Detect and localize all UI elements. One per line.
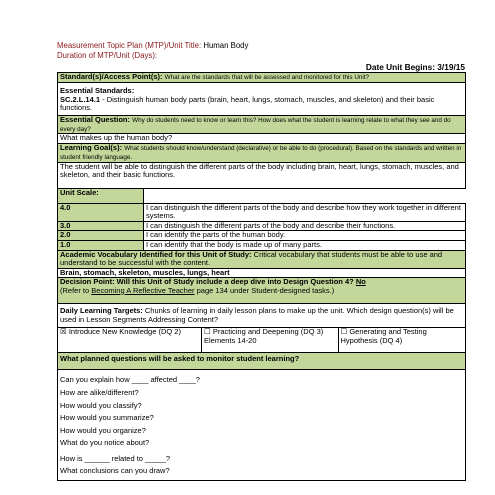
- learning-goals-row: [58, 144, 466, 162]
- decision-note-prefix: (Refer to: [60, 285, 92, 295]
- scale-text: I can distinguish the different parts of the body and describe their functions.: [144, 221, 466, 231]
- design-question-options-row: [58, 328, 466, 353]
- learning-goals-desc: What students should know/understand (declarative) or be able to do (procedural). Based on the standards and written in student friendly language.: [60, 145, 462, 161]
- standards-heading-desc: What are the standards that will be assessed and monitored for this Unit?: [164, 74, 370, 82]
- unit-scale-row: [58, 231, 466, 241]
- essential-question-label: Essential Question:: [60, 115, 131, 125]
- learning-goals-value-row: [58, 162, 466, 188]
- book-title: Becoming A Reflective Teacher: [91, 285, 195, 295]
- design-option[interactable]: [338, 328, 465, 352]
- scale-text: I can distinguish the different parts of the body and describe how they work together in different systems.: [144, 203, 466, 221]
- monitor-question: What conclusions can you draw?: [60, 466, 170, 476]
- design-option-label: Introduce New Knowledge (DQ 2): [68, 327, 181, 337]
- monitor-question: How would you classify?: [60, 400, 142, 410]
- unit-title-line: [57, 41, 465, 51]
- decision-point-label: Decision Point: Will this Unit of Study include a deep dive into Design Question 4?: [60, 277, 354, 287]
- vocabulary-value-row: [58, 268, 466, 278]
- daily-targets-desc: Chunks of learning in daily lesson plans to make up the unit. Which design question(s) will be used in Lesson Segments Addressing Content?: [60, 306, 454, 324]
- mtp-document: [57, 41, 465, 481]
- scale-level: 4.0: [58, 203, 144, 221]
- standard-text: - Distinguish human body parts (brain, heart, lungs, stomach, muscles, and skeleton) and their basic functions.: [60, 94, 435, 113]
- essential-question-row: [58, 116, 466, 134]
- essential-standards-label: Essential Standards:: [60, 86, 135, 96]
- unit-scale-label: Unit Scale:: [58, 188, 144, 203]
- mtp-table: [57, 72, 466, 481]
- design-option[interactable]: [202, 328, 338, 352]
- scale-level: 3.0: [58, 221, 144, 231]
- checked-checkbox-icon[interactable]: ☒: [60, 327, 67, 337]
- unit-title-value: Human Body: [203, 41, 249, 50]
- standards-heading-row: [58, 73, 466, 83]
- design-option[interactable]: [58, 328, 202, 353]
- decision-point-answer: No: [355, 277, 366, 287]
- monitor-question: How are alike/different?: [60, 387, 139, 397]
- monitor-question: Can you explain how ____ affected ____?: [60, 375, 200, 385]
- unit-scale-row: [58, 203, 466, 221]
- checkbox-icon[interactable]: ☐: [204, 328, 211, 337]
- monitor-heading-row: [58, 353, 466, 370]
- unit-scale-row: [58, 240, 466, 250]
- essential-question-desc: Why do students need to know or learn this? How does what the student is learning relate to what they see and do every day?: [60, 117, 451, 133]
- scale-level: 1.0: [58, 240, 144, 250]
- date-unit-begins: Date Unit Begins: 3/19/15: [365, 62, 465, 73]
- essential-standards-row: [58, 83, 466, 116]
- monitor-heading: What planned questions will be asked to monitor student learning?: [58, 353, 466, 370]
- vocabulary-row: [58, 250, 466, 268]
- unit-scale-row: [58, 221, 466, 231]
- design-option-label: Practicing and Deepening (DQ 3) Elements 14-20: [204, 328, 324, 345]
- unit-scale-heading-row: [58, 188, 466, 203]
- scale-text: I can identify that the body is made up of many parts.: [144, 240, 466, 250]
- standards-heading: Standard(s)/Access Point(s):: [60, 72, 163, 82]
- scale-text: I can identify the parts of the human body.: [144, 231, 466, 241]
- scale-level: 2.0: [58, 231, 144, 241]
- vocabulary-desc: Critical vocabulary that students must be able to use and understand to be successful with the content.: [60, 250, 443, 268]
- daily-targets-row: [58, 304, 466, 328]
- vocabulary-label: Academic Vocabulary Identified for this Unit of Study:: [60, 250, 252, 259]
- essential-question-value: What makes up the human body?: [58, 134, 466, 144]
- monitor-question: How would you summarize?: [60, 413, 154, 423]
- monitor-question: What do you notice about?: [60, 438, 150, 448]
- monitor-question: How would you organize?: [60, 425, 146, 435]
- learning-goals-value: The student will be able to distinguish the different parts of the body including brain, heart, lungs, stomach, muscles, and skeleton, and their basic functions.: [58, 162, 466, 188]
- essential-question-value-row: [58, 134, 466, 144]
- decision-note-suffix: page 134 under Student-designed tasks.): [194, 285, 335, 295]
- learning-goals-label: Learning Goal(s):: [60, 143, 123, 153]
- vocabulary-value: Brain, stomach, skeleton, muscles, lungs, heart: [58, 268, 466, 278]
- standard-code: SC.2.L.14.1: [60, 94, 101, 104]
- monitor-question: How is ______ related to _____?: [60, 453, 171, 463]
- unit-title-label: Measurement Topic Plan (MTP)/Unit Title:: [57, 41, 202, 50]
- duration-line: Duration of MTP/Unit (Days):: [57, 50, 158, 60]
- daily-targets-label: Daily Learning Targets:: [60, 306, 143, 316]
- checkbox-icon[interactable]: ☐: [340, 328, 348, 337]
- design-option-label: Generating and Testing Hypothesis (DQ 4): [340, 328, 427, 345]
- decision-point-row: [58, 278, 466, 304]
- monitor-questions-row: [58, 370, 466, 481]
